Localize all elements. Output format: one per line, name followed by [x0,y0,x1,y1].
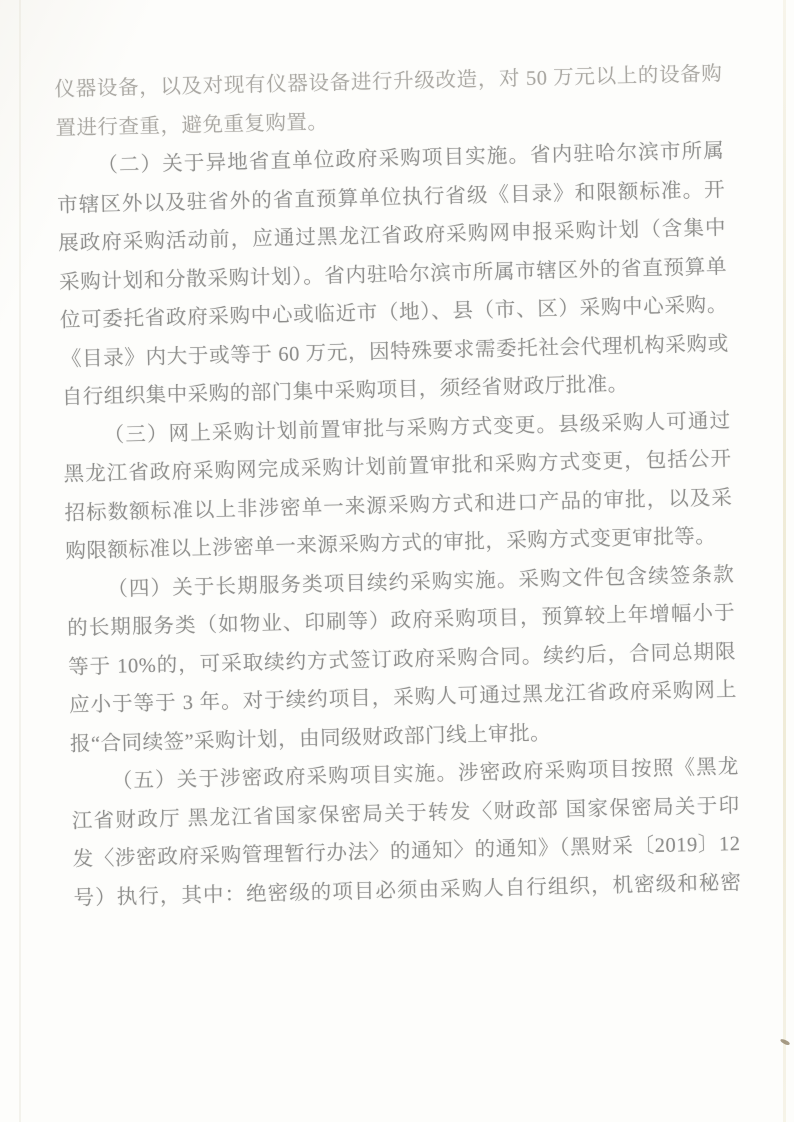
left-scan-edge-line [19,0,21,1122]
document-text-block [54,55,742,918]
text-line: 仪器设备，以及对现有仪器设备进行升级改造，对 50 万元以上的设备购 [54,63,723,101]
text-line: 发〈涉密政府采购管理暂行办法〉的通知〉的通知》（黑财采〔2019〕12 [72,833,741,871]
text-line: 《目录》内大于或等于 60 万元，因特殊要求需委托社会代理机构采购或 [60,332,729,371]
text-line: 位可委托省政府采购中心或临近市（地）、县（市、区）采购中心采购。 [59,294,729,332]
text-line: （二）关于异地省直单位政府采购项目实施。省内驻哈尔滨市所属 [97,140,725,177]
text-line: 号）执行，其中：绝密级的项目必须由采购人自行组织，机密级和秘密 [73,871,742,910]
text-line: （三）网上采购计划前置审批与采购方式变更。县级采购人可通过 [103,409,731,447]
text-line: 采购计划和分散采购计划）。省内驻哈尔滨市所属市辖区外的省直预算单 [58,255,728,294]
text-line: 等于 10%的，可采取续约方式签订政府采购合同。续约后，合同总期限 [67,640,737,679]
text-line: 招标数额标准以上非涉密单一来源采购方式和进口产品的审批，以及采 [64,486,733,525]
text-line: 应小于等于 3 年。对于续约项目，采购人可通过黑龙江省政府采购网上 [68,679,738,717]
text-line: （四）关于长期服务类项目续约采购实施。采购文件包含续签条款 [107,563,735,601]
text-line: （五）关于涉密政府采购项目实施。涉密政府采购项目按照《黑龙 [111,756,739,793]
text-line: 江省财政厅 黑龙江省国家保密局关于转发〈财政部 国家保密局关于印 [71,794,740,833]
text-line: 展政府采购活动前，应通过黑龙江省政府采购网申报采购计划（含集中 [57,217,727,255]
right-scan-edge-line [783,0,786,1122]
text-line: 报“合同续签”采购计划，由同级财政部门线上审批。 [69,721,552,756]
text-line: 的长期服务类（如物业、印刷等）政府采购项目，预算较上年增幅小于 [67,602,736,640]
text-line: 市辖区外以及驻省外的省直预算单位执行省级《目录》和限额标准。开 [57,178,726,217]
text-line: 自行组织集中采购的部门集中采购项目，须经省财政厅批准。 [61,373,629,409]
text-line: 黑龙江省政府采购网完成采购计划前置审批和采购方式变更，包括公开 [63,448,732,486]
text-line: 购限额标准以上涉密单一来源采购方式的审批，采购方式变更审批等。 [65,525,717,563]
text-line: 置进行查重，避免重复购置。 [55,111,329,140]
